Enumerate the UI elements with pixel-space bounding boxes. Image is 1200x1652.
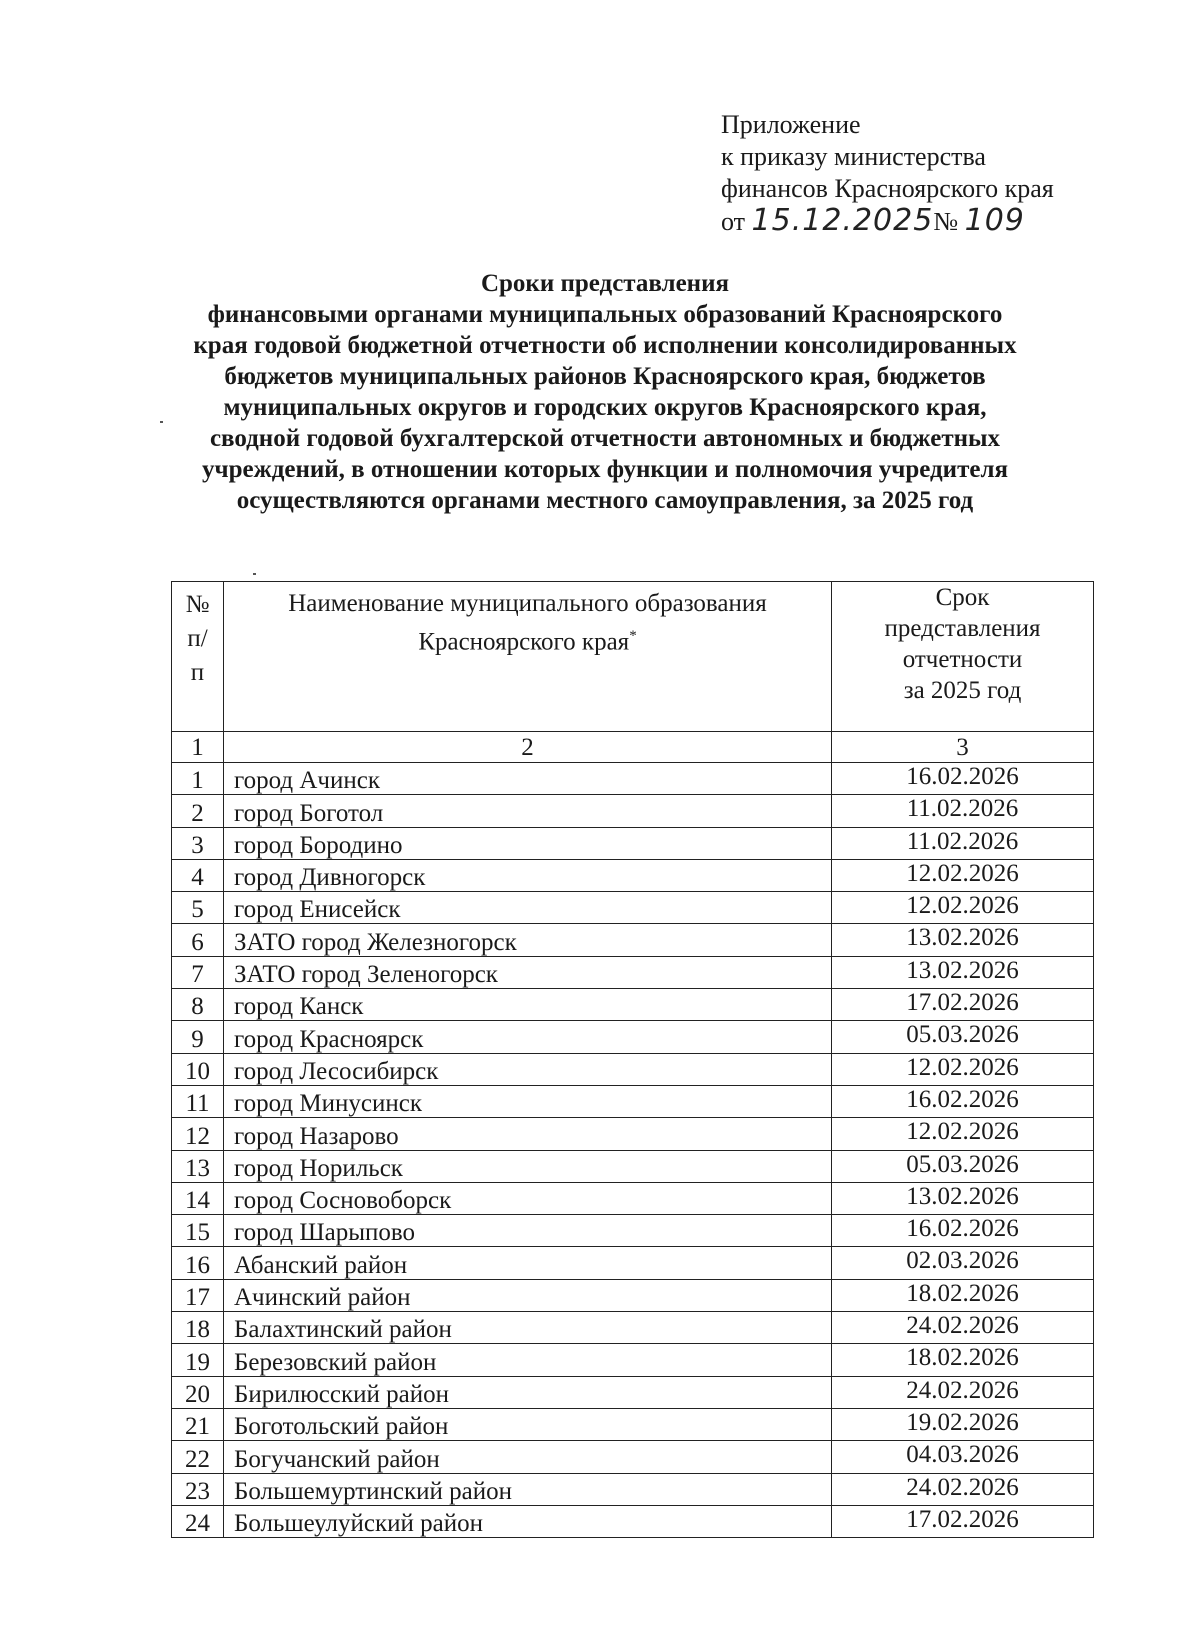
header-name [224,582,832,732]
municipality-name: Бирилюсский район [224,1376,832,1408]
municipality-name: город Ачинск [224,763,832,795]
table-row [172,1215,1094,1247]
header-deadline-line: за 2025 год [903,677,1022,704]
municipality-name: Ачинский район [224,1279,832,1311]
table-row [172,1376,1094,1408]
deadline-date: 12.02.2026 [832,1053,1094,1085]
deadline-date: 05.03.2026 [832,1021,1094,1053]
table-row [172,1182,1094,1214]
table-row [172,763,1094,795]
deadline-date: 13.02.2026 [832,956,1094,988]
header-number-line: № [185,591,210,618]
table-row [172,1408,1094,1440]
table-row [172,1505,1094,1537]
title-line: финансовыми органами муниципальных образований Красноярского [207,301,1003,328]
table-header-row [172,582,1094,732]
table-row [172,892,1094,924]
appendix-line-3: финансов Красноярского края [721,174,1054,203]
column-index: 2 [224,732,832,763]
row-number: 7 [172,956,224,988]
header-number-line: п/ [187,625,208,652]
appendix-order-line [721,205,1054,238]
deadline-date: 16.02.2026 [832,1085,1094,1117]
table-row [172,1344,1094,1376]
row-number: 2 [172,795,224,827]
deadline-date: 02.03.2026 [832,1247,1094,1279]
row-number: 21 [172,1408,224,1440]
municipality-name: город Лесосибирск [224,1053,832,1085]
row-number: 14 [172,1182,224,1214]
row-number: 23 [172,1473,224,1505]
row-number: 15 [172,1215,224,1247]
order-number-label: № [933,207,959,236]
row-number: 16 [172,1247,224,1279]
deadline-date: 24.02.2026 [832,1312,1094,1344]
header-name-line-2: Красноярского края [418,628,630,656]
row-number: 6 [172,924,224,956]
row-number: 22 [172,1441,224,1473]
table-row [172,1021,1094,1053]
scan-speck [253,573,256,575]
appendix-line-1: Приложение [721,110,861,139]
deadline-date: 05.03.2026 [832,1150,1094,1182]
deadline-date: 13.02.2026 [832,1182,1094,1214]
table-row [172,1279,1094,1311]
municipality-name: город Дивногорск [224,859,832,891]
row-number: 13 [172,1150,224,1182]
table-row [172,1118,1094,1150]
municipality-name: город Назарово [224,1118,832,1150]
row-number: 5 [172,892,224,924]
table-row [172,989,1094,1021]
row-number: 12 [172,1118,224,1150]
table-row [172,1085,1094,1117]
header-deadline-line: представления [884,615,1041,642]
row-number: 24 [172,1505,224,1537]
header-number [172,582,224,732]
table-row [172,827,1094,859]
appendix-block [721,109,1054,238]
municipality-name: город Енисейск [224,892,832,924]
scan-speck [160,421,163,423]
header-number-line: п [190,659,205,686]
row-number: 11 [172,1085,224,1117]
deadline-date: 24.02.2026 [832,1473,1094,1505]
municipality-name: город Норильск [224,1150,832,1182]
row-number: 17 [172,1279,224,1311]
table-row [172,1473,1094,1505]
header-deadline-line: Срок [935,584,990,611]
deadline-date: 12.02.2026 [832,859,1094,891]
municipality-name: Березовский район [224,1344,832,1376]
row-number: 4 [172,859,224,891]
table-row [172,924,1094,956]
deadline-date: 17.02.2026 [832,989,1094,1021]
municipality-name: Абанский район [224,1247,832,1279]
deadlines-table [171,581,1094,1538]
table-row [172,1441,1094,1473]
footnote-mark: * [629,628,637,644]
deadline-date: 11.02.2026 [832,827,1094,859]
municipality-name: Балахтинский район [224,1312,832,1344]
header-deadline [832,582,1094,732]
appendix-order-prefix: от [721,207,746,236]
title-line: осуществляются органами местного самоуправления, за 2025 год [236,487,974,514]
table-row [172,1053,1094,1085]
column-index: 1 [172,732,224,763]
municipality-name: Большеулуйский район [224,1505,832,1537]
municipality-name: ЗАТО город Железногорск [224,924,832,956]
title-line: сводной годовой бухгалтерской отчетности автономных и бюджетных [209,425,1001,452]
row-number: 18 [172,1312,224,1344]
header-deadline-line: отчетности [902,646,1023,673]
table-row [172,1312,1094,1344]
row-number: 20 [172,1376,224,1408]
deadline-date: 16.02.2026 [832,763,1094,795]
municipality-name: город Минусинск [224,1085,832,1117]
deadline-date: 11.02.2026 [832,795,1094,827]
deadline-date: 24.02.2026 [832,1376,1094,1408]
table-row [172,795,1094,827]
table-row [172,859,1094,891]
title-line: муниципальных округов и городских округов Красноярского края, [223,394,987,421]
municipality-name: город Сосновоборск [224,1182,832,1214]
header-name-line: Наименование муниципального образования [288,590,767,617]
municipality-name: город Бородино [224,827,832,859]
municipality-name: ЗАТО город Зеленогорск [224,956,832,988]
handwritten-order-number: 109 [964,203,1025,238]
handwritten-order-date: 15.12.2025 [751,203,934,238]
deadline-date: 16.02.2026 [832,1215,1094,1247]
title-line: Сроки представления [480,270,730,297]
deadline-date: 17.02.2026 [832,1505,1094,1537]
appendix-line-2: к приказу министерства [721,142,986,171]
municipality-name: город Канск [224,989,832,1021]
title-line: бюджетов муниципальных районов Красноярского края, бюджетов [224,363,986,390]
row-number: 1 [172,763,224,795]
table-row [172,1247,1094,1279]
municipality-name: город Красноярск [224,1021,832,1053]
deadline-date: 18.02.2026 [832,1279,1094,1311]
deadline-date: 04.03.2026 [832,1441,1094,1473]
deadline-date: 12.02.2026 [832,892,1094,924]
document-title [150,268,1060,516]
title-line: края годовой бюджетной отчетности об исполнении консолидированных [193,332,1017,359]
municipality-name: Богучанский район [224,1441,832,1473]
municipality-name: город Шарыпово [224,1215,832,1247]
deadline-date: 19.02.2026 [832,1408,1094,1440]
municipality-name: город Боготол [224,795,832,827]
row-number: 8 [172,989,224,1021]
row-number: 3 [172,827,224,859]
municipality-name: Боготольский район [224,1408,832,1440]
deadline-date: 18.02.2026 [832,1344,1094,1376]
deadline-date: 12.02.2026 [832,1118,1094,1150]
row-number: 19 [172,1344,224,1376]
deadline-date: 13.02.2026 [832,924,1094,956]
table-row [172,956,1094,988]
title-line: учреждений, в отношении которых функции и полномочия учредителя [201,456,1009,483]
row-number: 9 [172,1021,224,1053]
row-number: 10 [172,1053,224,1085]
column-index-row [172,732,1094,763]
header-name-line [224,620,831,658]
municipality-name: Большемуртинский район [224,1473,832,1505]
column-index: 3 [832,732,1094,763]
table-row [172,1150,1094,1182]
